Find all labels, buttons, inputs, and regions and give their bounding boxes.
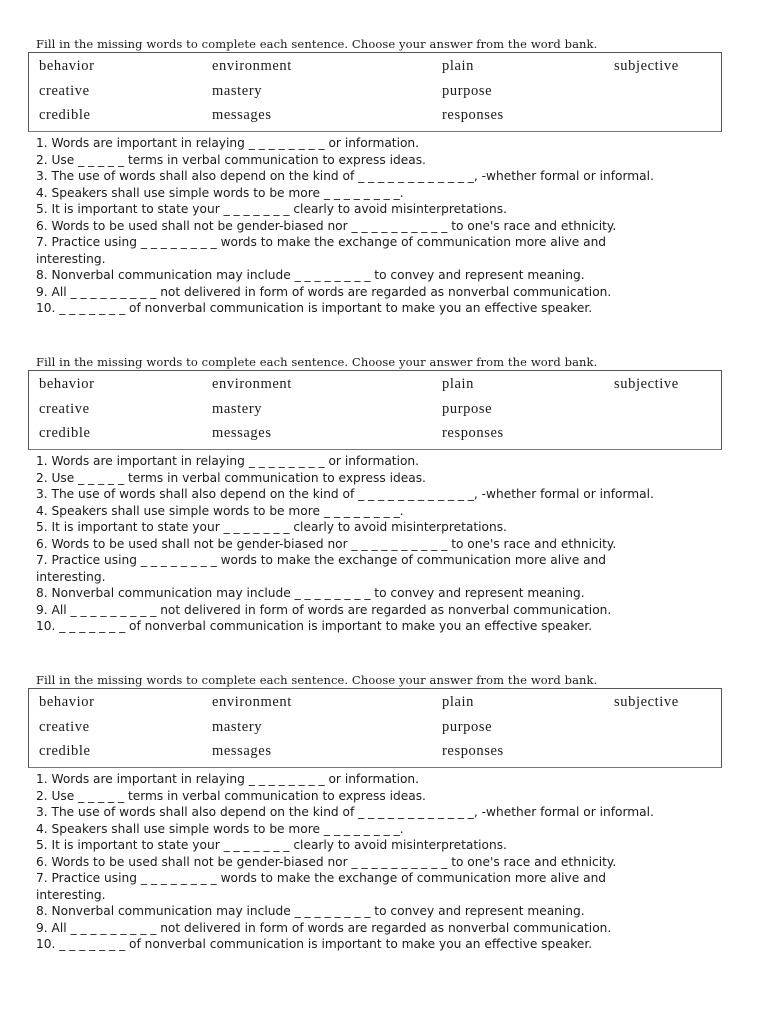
word-bank-word: environment [212,694,292,710]
question-item: 6. Words to be used shall not be gender-biased nor _ _ _ _ _ _ _ _ _ _ to one's race and ethnicity. [36,854,617,869]
question-item: 3. The use of words shall also depend on the kind of _ _ _ _ _ _ _ _ _ _ _ _, -whether formal or informal. [36,169,654,183]
question-item: 5. It is important to state your _ _ _ _ _ _ _ clearly to avoid misinterpretations. [36,202,507,216]
question-item-continuation: interesting. [36,887,106,902]
word-bank-word: messages [212,743,272,759]
word-bank-word: subjective [614,58,679,74]
question-item: 9. All _ _ _ _ _ _ _ _ _ not delivered in form of words are regarded as nonverbal communication. [36,284,612,299]
word-bank-word: creative [39,401,90,417]
word-bank-word: plain [442,694,474,710]
word-bank-word: subjective [614,694,679,710]
question-item: 8. Nonverbal communication may include _ _ _ _ _ _ _ _ to convey and represent meaning. [36,904,585,918]
instruction-text: Fill in the missing words to complete each sentence. Choose your answer from the word bank. [36,673,598,687]
question-item-continuation: interesting. [36,569,106,584]
instruction-text: Fill in the missing words to complete each sentence. Choose your answer from the word bank. [36,355,598,369]
word-bank-word: plain [442,58,474,74]
word-bank-word: responses [442,425,504,441]
word-bank-word: plain [442,376,474,392]
word-bank-word: behavior [39,376,95,392]
word-bank-word: messages [212,425,272,441]
question-item: 6. Words to be used shall not be gender-biased nor _ _ _ _ _ _ _ _ _ _ to one's race and ethnicity. [36,536,617,551]
question-item: 7. Practice using _ _ _ _ _ _ _ _ words to make the exchange of communication more alive and [36,235,607,249]
word-bank-word: credible [39,107,91,123]
word-bank-word: mastery [212,401,263,417]
question-item: 2. Use _ _ _ _ _ terms in verbal communication to express ideas. [36,788,426,803]
question-item: 8. Nonverbal communication may include _ _ _ _ _ _ _ _ to convey and represent meaning. [36,268,585,282]
question-list [36,453,736,635]
question-item: 9. All _ _ _ _ _ _ _ _ _ not delivered in form of words are regarded as nonverbal communication. [36,920,612,935]
word-bank-word: responses [442,743,504,759]
word-bank-word: credible [39,743,91,759]
question-item: 10. _ _ _ _ _ _ _ of nonverbal communication is important to make you an effective speaker. [36,937,593,951]
question-item: 4. Speakers shall use simple words to be more _ _ _ _ _ _ _ _. [36,821,404,836]
question-item: 1. Words are important in relaying _ _ _ _ _ _ _ _ or information. [36,454,420,468]
word-bank-box [28,370,722,450]
instruction-text: Fill in the missing words to complete each sentence. Choose your answer from the word bank. [36,37,598,51]
word-bank-word: purpose [442,719,493,735]
question-list [36,771,736,953]
question-item: 9. All _ _ _ _ _ _ _ _ _ not delivered in form of words are regarded as nonverbal communication. [36,602,612,617]
word-bank-word: environment [212,376,292,392]
question-item: 4. Speakers shall use simple words to be more _ _ _ _ _ _ _ _. [36,185,404,200]
question-item: 5. It is important to state your _ _ _ _ _ _ _ clearly to avoid misinterpretations. [36,520,507,534]
question-item: 1. Words are important in relaying _ _ _ _ _ _ _ _ or information. [36,772,420,786]
word-bank-box [28,688,722,768]
question-item: 2. Use _ _ _ _ _ terms in verbal communication to express ideas. [36,470,426,485]
word-bank-box [28,52,722,132]
word-bank-word: purpose [442,83,493,99]
question-list [36,135,736,317]
question-item: 6. Words to be used shall not be gender-biased nor _ _ _ _ _ _ _ _ _ _ to one's race and ethnicity. [36,218,617,233]
question-item: 10. _ _ _ _ _ _ _ of nonverbal communication is important to make you an effective speaker. [36,301,593,315]
question-item-continuation: interesting. [36,251,106,266]
word-bank-word: credible [39,425,91,441]
question-item: 7. Practice using _ _ _ _ _ _ _ _ words to make the exchange of communication more alive and [36,871,607,885]
question-item: 1. Words are important in relaying _ _ _ _ _ _ _ _ or information. [36,136,420,150]
question-item: 3. The use of words shall also depend on the kind of _ _ _ _ _ _ _ _ _ _ _ _, -whether formal or informal. [36,805,654,819]
word-bank-word: subjective [614,376,679,392]
word-bank-word: creative [39,83,90,99]
word-bank-word: responses [442,107,504,123]
word-bank-word: behavior [39,58,95,74]
question-item: 8. Nonverbal communication may include _ _ _ _ _ _ _ _ to convey and represent meaning. [36,586,585,600]
question-item: 3. The use of words shall also depend on the kind of _ _ _ _ _ _ _ _ _ _ _ _, -whether formal or informal. [36,487,654,501]
question-item: 10. _ _ _ _ _ _ _ of nonverbal communication is important to make you an effective speaker. [36,619,593,633]
word-bank-word: mastery [212,83,263,99]
question-item: 2. Use _ _ _ _ _ terms in verbal communication to express ideas. [36,152,426,167]
word-bank-word: mastery [212,719,263,735]
question-item: 7. Practice using _ _ _ _ _ _ _ _ words to make the exchange of communication more alive and [36,553,607,567]
word-bank-word: purpose [442,401,493,417]
question-item: 5. It is important to state your _ _ _ _ _ _ _ clearly to avoid misinterpretations. [36,838,507,852]
word-bank-word: environment [212,58,292,74]
word-bank-word: behavior [39,694,95,710]
word-bank-word: creative [39,719,90,735]
word-bank-word: messages [212,107,272,123]
question-item: 4. Speakers shall use simple words to be more _ _ _ _ _ _ _ _. [36,503,404,518]
